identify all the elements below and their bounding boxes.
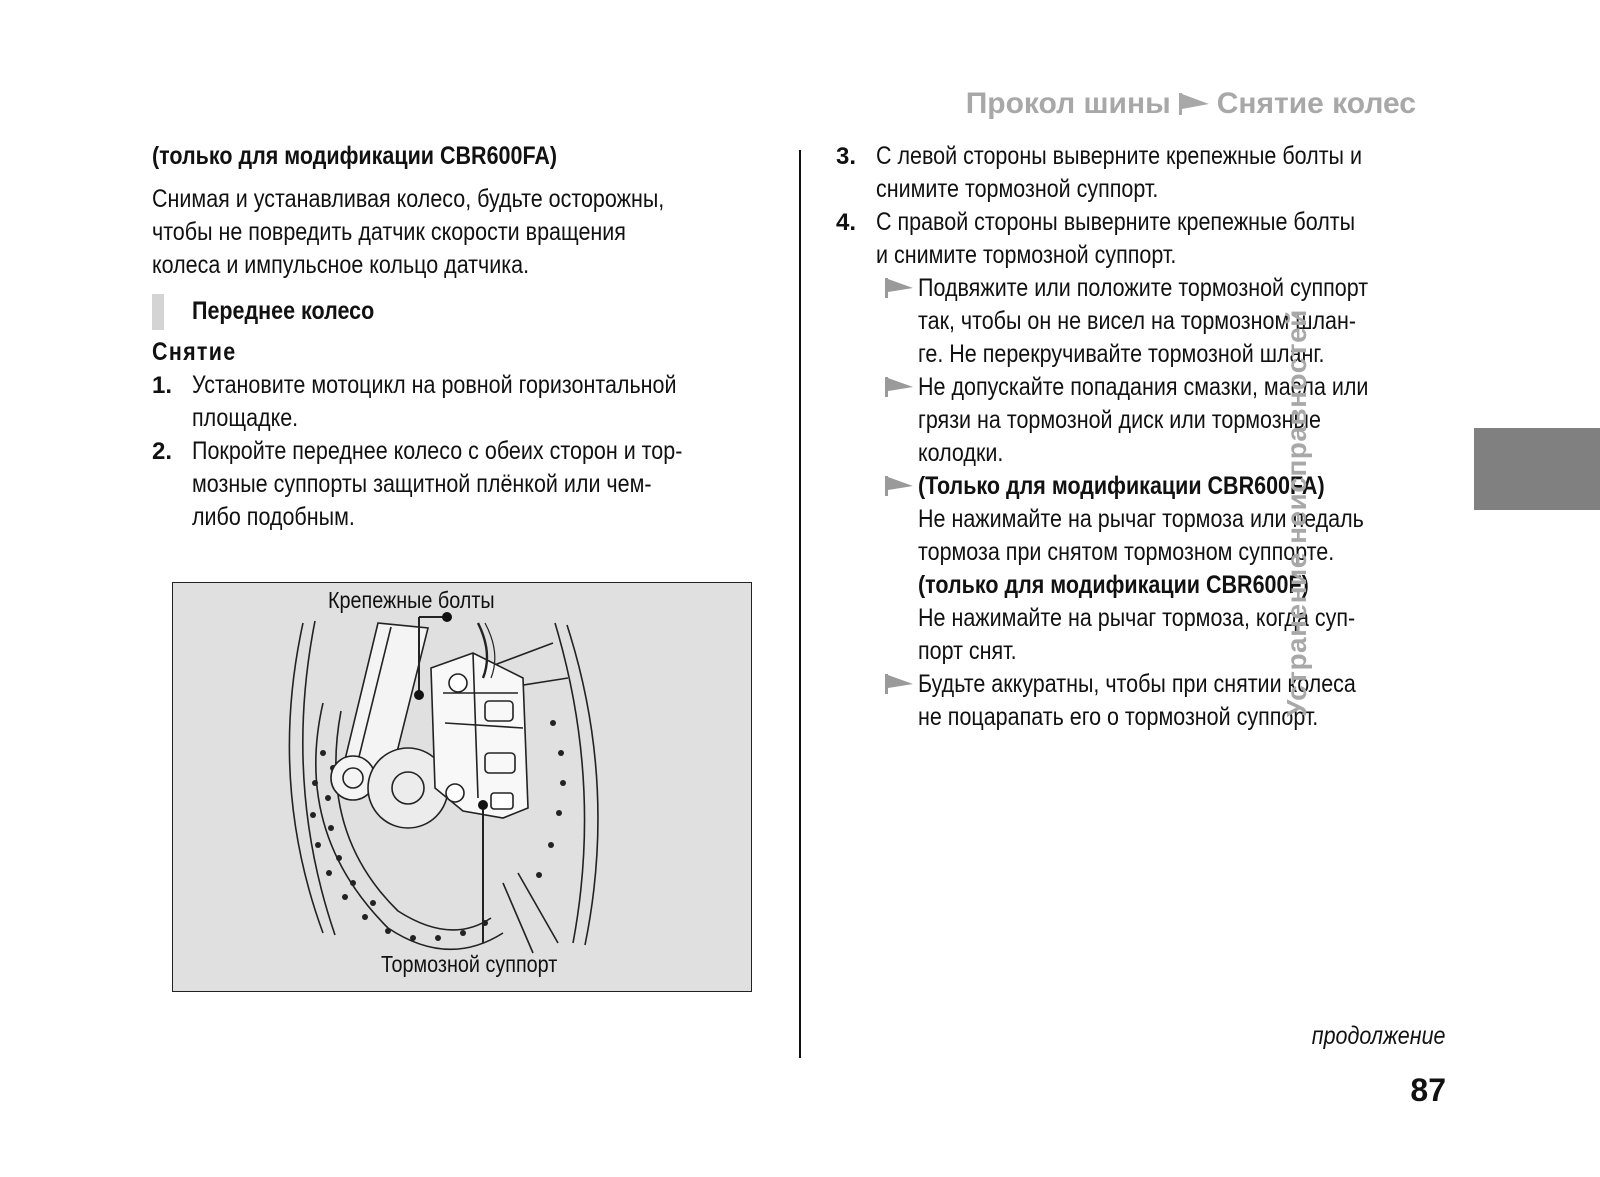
bullet-item bbox=[836, 668, 1466, 734]
breadcrumb-section: Прокол шины bbox=[965, 87, 1171, 120]
text-line: чтобы не повредить датчик скорости вращения bbox=[152, 218, 626, 246]
text-line: Не нажимайте на рычаг тормоза, когда суп- bbox=[918, 604, 1356, 632]
text-line: снимите тормозной суппорт. bbox=[876, 175, 1159, 203]
right-column bbox=[836, 140, 1466, 734]
bullet-flag-icon bbox=[884, 277, 914, 299]
note-heading: (только для модификации CBR600FA) bbox=[152, 142, 558, 170]
figure-label-caliper: Тормозной суппорт bbox=[381, 951, 558, 977]
text-line: Будьте аккуратны, чтобы при снятии колеса bbox=[918, 670, 1356, 698]
note-heading: (только для модификации CBR600F) bbox=[918, 571, 1309, 599]
text-line: тормоза при снятом тормозном суппорте. bbox=[918, 538, 1335, 566]
text-line: Установите мотоцикл на ровной горизонтальной bbox=[192, 371, 677, 399]
brake-caliper-illustration bbox=[173, 583, 752, 992]
text-line: С правой стороны выверните крепежные болты bbox=[876, 208, 1356, 236]
text-line: так, чтобы он не висел на тормозном шлан- bbox=[918, 307, 1357, 335]
bullet-flag-icon bbox=[884, 475, 914, 497]
text-line: порт снят. bbox=[918, 637, 1017, 665]
step-number: 1. bbox=[152, 372, 173, 399]
chapter-title: Устранение неисправностей bbox=[1281, 309, 1313, 717]
text-line: мозные суппорты защитной плёнкой или чем- bbox=[192, 470, 652, 498]
text-line: Подвяжите или положите тормозной суппорт bbox=[918, 274, 1369, 302]
section-heading bbox=[152, 292, 772, 332]
text-line: ге. Не перекручивайте тормозной шланг. bbox=[918, 340, 1325, 368]
flag-arrow-icon bbox=[1177, 91, 1211, 117]
note-paragraph bbox=[152, 183, 772, 282]
text-line: Снимая и устанавливая колесо, будьте осторожны, bbox=[152, 185, 665, 213]
section-bar bbox=[152, 294, 164, 330]
text-line: площадке. bbox=[192, 404, 299, 432]
chapter-tab bbox=[1474, 428, 1600, 510]
figure-label-bolts: Крепежные болты bbox=[328, 587, 495, 613]
breadcrumb-page: Снятие колес bbox=[1216, 87, 1416, 120]
column-divider bbox=[799, 150, 801, 1058]
step-item bbox=[152, 369, 772, 435]
text-line: Не допускайте попадания смазки, масла или bbox=[918, 373, 1369, 401]
text-line: не поцарапать его о тормозной суппорт. bbox=[918, 703, 1319, 731]
bullet-item bbox=[836, 272, 1466, 371]
step-item bbox=[836, 140, 1466, 206]
step-number: 2. bbox=[152, 438, 173, 465]
continuation-note: продолжение bbox=[1312, 1022, 1446, 1050]
left-column bbox=[152, 140, 772, 534]
bullet-item bbox=[836, 470, 1466, 668]
brake-caliper-figure bbox=[172, 582, 752, 992]
section-title: Переднее колесо bbox=[192, 297, 375, 325]
bullet-flag-icon bbox=[884, 376, 914, 398]
step-item bbox=[152, 435, 772, 534]
text-line: С левой стороны выверните крепежные болты и bbox=[876, 142, 1362, 170]
breadcrumb bbox=[966, 84, 1416, 124]
bullet-item bbox=[836, 371, 1466, 470]
step-item bbox=[836, 206, 1466, 272]
page-number: 87 bbox=[1410, 1072, 1446, 1108]
step-number: 3. bbox=[836, 143, 857, 170]
text-line: Не нажимайте на рычаг тормоза или педаль bbox=[918, 505, 1364, 533]
text-line: либо подобным. bbox=[192, 503, 355, 531]
note-heading: (Только для модификации CBR600FA) bbox=[918, 472, 1325, 500]
text-line: колеса и импульсное кольцо датчика. bbox=[152, 251, 530, 279]
text-line: Покройте переднее колесо с обеих сторон и тор- bbox=[192, 437, 683, 465]
text-line: грязи на тормозной диск или тормозные bbox=[918, 406, 1321, 434]
bullet-flag-icon bbox=[884, 673, 914, 695]
subsection-title: Снятие bbox=[152, 338, 237, 366]
text-line: и снимите тормозной суппорт. bbox=[876, 241, 1177, 269]
text-line: колодки. bbox=[918, 439, 1004, 467]
step-number: 4. bbox=[836, 209, 857, 236]
